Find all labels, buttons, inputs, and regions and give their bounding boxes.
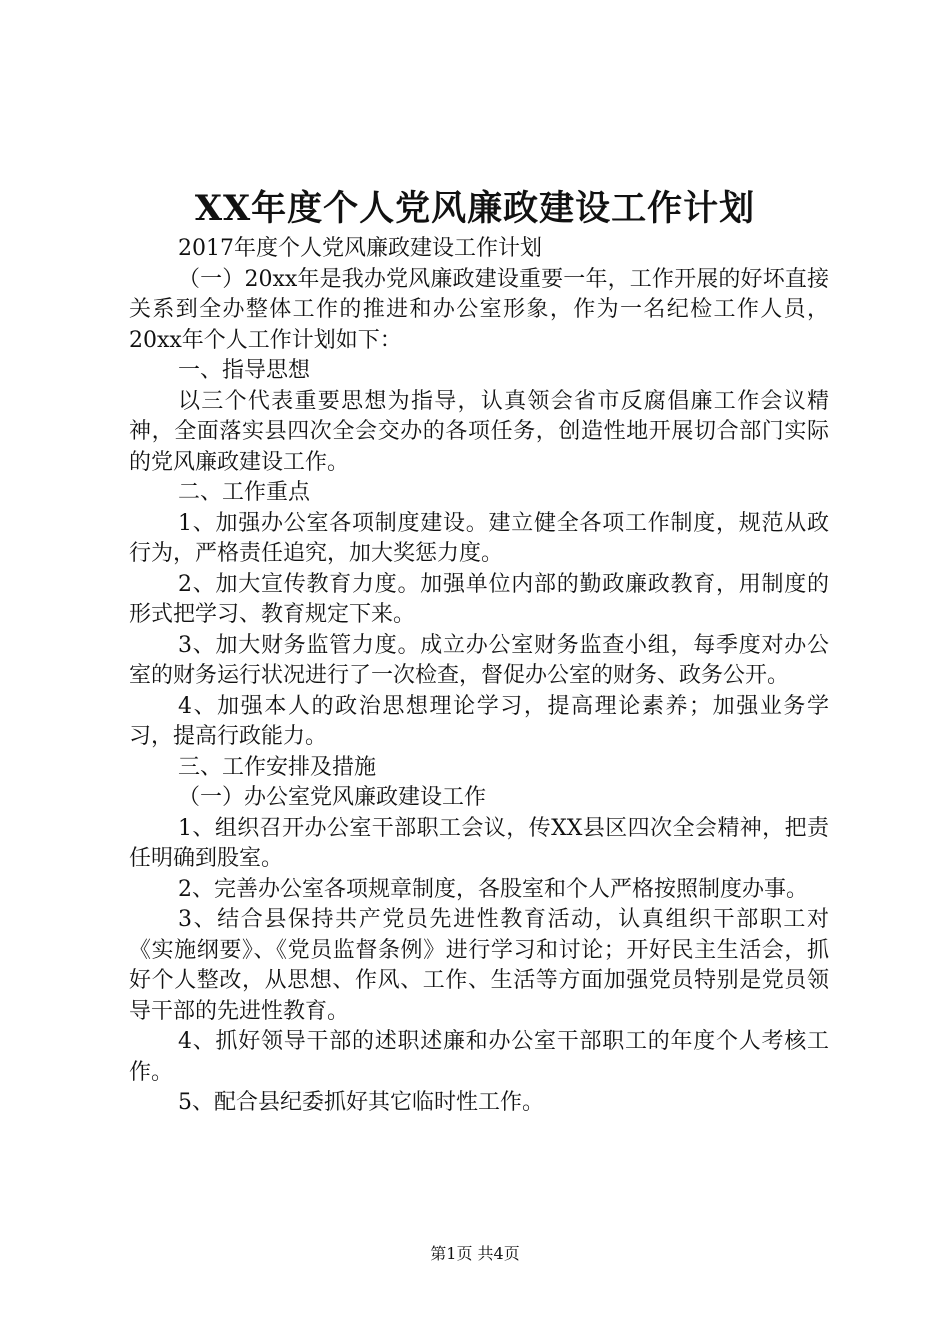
- document-title: XX年度个人党风廉政建设工作计划: [194, 188, 756, 229]
- paragraph-focus-3: 3、加大财务监管力度。成立办公室财务监查小组，每季度对办公室的财务运行状况进行了一次检查，督促办公室的财务、政务公开。: [129, 632, 829, 688]
- paragraph-guiding-ideology: 以三个代表重要思想为指导，认真领会省市反腐倡廉工作会议精神，全面落实县四次全会交办的各项任务，创造性地开展切合部门实际的党风廉政建设工作。: [129, 388, 829, 475]
- section-heading-arrangements: 三、工作安排及措施: [178, 754, 377, 780]
- paragraph-focus-4: 4、加强本人的政治思想理论学习，提高理论素养；加强业务学习，提高行政能力。: [129, 693, 829, 749]
- paragraph-intro: （一）20xx年是我办党风廉政建设重要一年，工作开展的好坏直接关系到全办整体工作的推进和办公室形象，作为一名纪检工作人员，20xx年个人工作计划如下：: [129, 266, 829, 353]
- paragraph-arrangement-4: 4、抓好领导干部的述职述廉和办公室干部职工的年度个人考核工作。: [129, 1029, 829, 1085]
- document-body: [129, 234, 829, 1119]
- paragraph-focus-1: 1、加强办公室各项制度建设。建立健全各项工作制度，规范从政行为，严格责任追究，加大奖惩力度。: [129, 510, 829, 566]
- paragraph-arrangement-1: 1、组织召开办公室干部职工会议，传XX县区四次全会精神，把责任明确到股室。: [129, 815, 829, 871]
- subsection-heading-office-work: （一）办公室党风廉政建设工作: [178, 785, 487, 810]
- section-heading-guiding-ideology: 一、指导思想: [178, 358, 311, 383]
- page-number-footer: 第1页 共4页: [430, 1244, 520, 1263]
- paragraph-arrangement-5: 5、配合县纪委抓好其它临时性工作。: [178, 1090, 544, 1115]
- paragraph-arrangement-3: 3、结合县保持共产党员先进性教育活动，认真组织干部职工对《实施纲要》、《党员监督条例》进行学习和讨论；开好民主生活会，抓好个人整改，从思想、作风、工作、生活等方面加强党员特别是党员领导干部的先进性教育。: [129, 907, 829, 1024]
- section-heading-work-focus: 二、工作重点: [178, 480, 311, 505]
- paragraph-arrangement-2: 2、完善办公室各项规章制度，各股室和个人严格按照制度办事。: [178, 876, 808, 902]
- paragraph-focus-2: 2、加大宣传教育力度。加强单位内部的勤政廉政教育，用制度的形式把学习、教育规定下来。: [129, 571, 829, 627]
- paragraph-subtitle: 2017年度个人党风廉政建设工作计划: [178, 236, 542, 261]
